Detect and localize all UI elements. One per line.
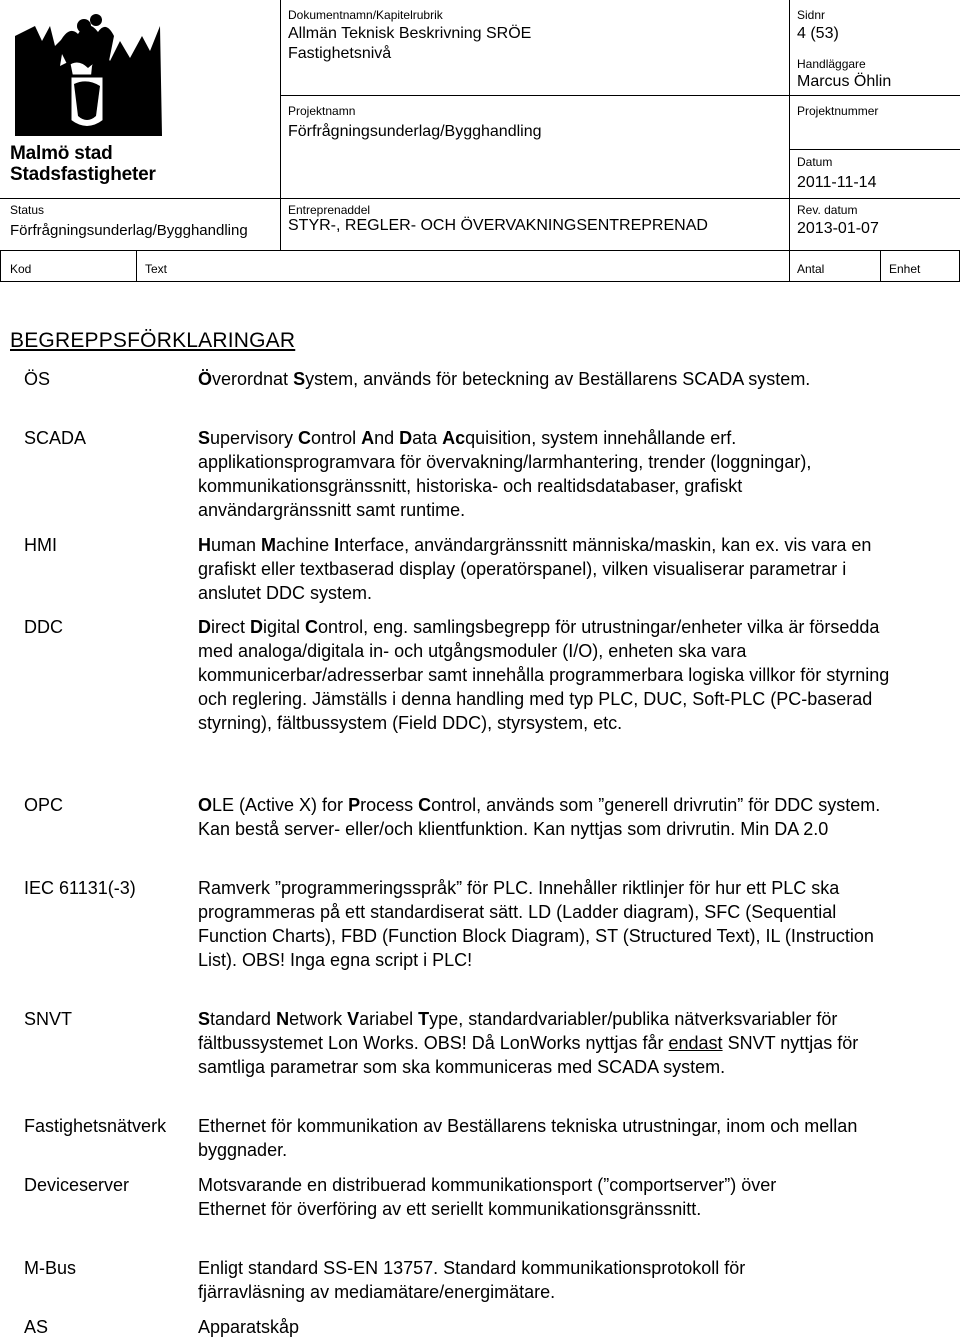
date-value: 2011-11-14 [797,174,877,191]
header-divider [789,250,790,282]
definition: Överordnat System, används för beteckning av Beställarens SCADA system. [198,369,811,389]
section-title: BEGREPPSFÖRKLARINGAR [10,329,296,352]
header-divider [280,95,960,96]
logo-city: Malmö stad [10,143,113,164]
logo-org: Stadsfastigheter [10,164,156,185]
doc-label: Dokumentnamn/Kapitelrubrik [288,8,443,22]
doc-title-line2: Fastighetsnivå [288,45,392,62]
term: Deviceserver [24,1175,130,1195]
page-label: Sidnr [797,8,826,22]
header-divider [789,0,790,250]
rev-value: 2013-01-07 [797,220,879,237]
definition: Supervisory Control And Data Acquisition, system innehållande erf. applikationsprogramvara för övervakning/larmhantering, trender (loggningar), kommunikationsgränssnitt, historiska- och realtidsdatabaser, grafiskt användargränssnitt samt runtime. [198,428,812,520]
header-divider [0,281,960,282]
logo-text [10,143,156,185]
header-divider [0,250,960,251]
definition: Motsvarande en distribuerad kommunikationsport (”comportserver”) över Ethernet för överföring av ett seriellt kommunikationsgränssnitt. [198,1175,777,1219]
definition: Ramverk ”programmeringsspråk” för PLC. Innehåller riktlinjer för hur ett PLC ska programmeras på ett standardiserat sätt. LD (Ladder diagram), SFC (Sequential Function Charts), FBD (Function Block Diagram), ST (Structured Text), IL (Instruction List). OBS! Inga egna script i PLC! [198,878,874,970]
col-antal: Antal [797,262,825,276]
rev-label: Rev. datum [797,203,858,217]
term: DDC [24,617,63,637]
definition: Apparatskåp [198,1317,300,1337]
definition: OLE (Active X) for Process Control, används som ”generell drivrutin” för DDC system. Kan bestå server- eller/och klientfunktion. Kan nyttjas som drivrutin. Min DA 2.0 [198,795,881,839]
term: SCADA [24,428,87,448]
header-divider [0,250,1,282]
term: SNVT [24,1009,73,1029]
document-header [0,0,960,285]
project-name-value: Förfrågningsunderlag/Bygghandling [288,123,542,140]
header-divider [880,250,881,282]
term: ÖS [24,369,51,389]
contract-value: STYR-, REGLER- OCH ÖVERVAKNINGSENTREPRENAD [288,217,708,234]
page-value: 4 (53) [797,25,839,42]
header-divider [136,250,137,282]
doc-title-line1: Allmän Teknisk Beskrivning SRÖE [288,25,532,42]
contract-label: Entreprenaddel [288,203,371,217]
term: IEC 61131(-3) [24,878,136,898]
term: M-Bus [24,1258,77,1278]
definition: Direct Digital Control, eng. samlingsbegrepp för utrustningar/enheter vilka är försedda med analoga/digitala in- och utgångsmoduler (I/O), enheten ska vara kommunicerbar/adresserbar samt innehålla programmerbara logiska villkor för styrning och reglering. Jämställs i denna handling med typ PLC, DUC, Soft-PLC (PC-baserad styrning), fältbussystem (Field DDC), styrsystem, etc. [198,617,890,733]
handler-label: Handläggare [797,57,866,71]
definition: Ethernet för kommunikation av Beställarens tekniska utrustningar, inom och mellan byggnader. [198,1116,858,1160]
project-number-label: Projektnummer [797,104,879,118]
header-divider [280,0,281,250]
status-label: Status [10,203,45,217]
col-enhet: Enhet [889,262,921,276]
col-kod: Kod [10,262,32,276]
term: Fastighetsnätverk [24,1116,167,1136]
header-divider [0,198,960,199]
handler-value: Marcus Öhlin [797,73,892,90]
definition: Human Machine Interface, användargränssnitt människa/maskin, kan ex. vis vara en grafiskt eller textbaserad display (operatörspanel), vilken visualiserar parametrar i anslutet DDC system. [198,535,872,603]
term: AS [24,1317,49,1337]
term: HMI [24,535,57,555]
term: OPC [24,795,64,815]
definition: Enligt standard SS-EN 13757. Standard kommunikationsprotokoll för fjärravläsning av mediamätare/energimätare. [198,1258,746,1302]
status-value: Förfrågningsunderlag/Bygghandling [10,222,248,239]
col-text: Text [145,262,168,276]
definition: Standard Network Variabel Type, standardvariabler/publika nätverksvariabler för fältbussystemet Lon Works. OBS! Då LonWorks nyttjas får endast SNVT nyttjas för samtliga parametrar som ska kommuniceras med SCADA system. [198,1009,859,1077]
header-divider [789,149,960,150]
project-name-label: Projektnamn [288,104,356,118]
date-label: Datum [797,155,833,169]
